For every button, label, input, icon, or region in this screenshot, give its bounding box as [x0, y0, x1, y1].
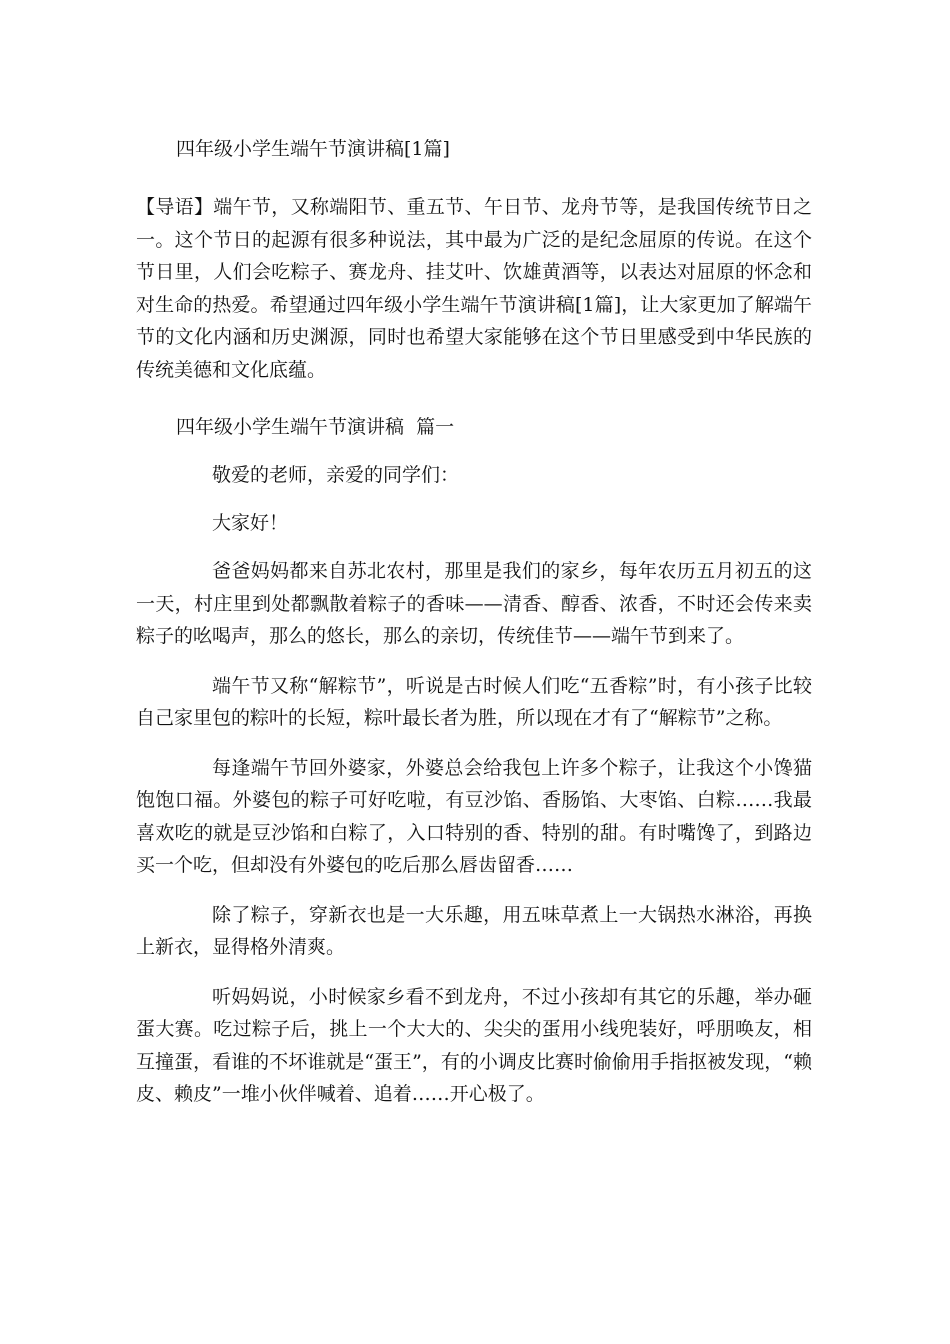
document-body — [136, 133, 812, 1128]
section-title: 四年级小学生端午节演讲稿 篇一 — [176, 416, 455, 438]
document-title: 四年级小学生端午节演讲稿[1篇] — [176, 138, 450, 160]
body-paragraph-1: 爸爸妈妈都来自苏北农村，那里是我们的家乡，每年农历五月初五的这一天，村庄里到处都飘散着粽子的香味——清香、醇香、浓香，不时还会传来卖粽子的吆喝声，那么的悠长，那么的亲切，传统佳节——端午节到来了。 — [136, 560, 812, 647]
lead-paragraph: 【导语】端午节，又称端阳节、重五节、午日节、龙舟节等，是我国传统节日之一。这个节日的起源有很多种说法，其中最为广泛的是纪念屈原的传说。在这个节日里，人们会吃粽子、赛龙舟、挂艾叶、饮雄黄酒等，以表达对屈原的怀念和对生命的热爱。希望通过四年级小学生端午节演讲稿[1篇]，让大家更加了解端午节的文化内涵和历史渊源，同时也希望大家能够在这个节日里感受到中华民族的传统美德和文化底蕴。 — [136, 196, 812, 381]
body-paragraph-5: 听妈妈说，小时候家乡看不到龙舟，不过小孩却有其它的乐趣，举办砸蛋大赛。吃过粽子后，挑上一个大大的、尖尖的蛋用小线兜装好，呼朋唤友，相互撞蛋，看谁的不坏谁就是“蛋王”，有的小调皮比赛时偷偷用手指抠被发现，“赖皮、赖皮”一堆小伙伴喊着、追着……开心极了。 — [136, 985, 812, 1105]
salutation: 敬爱的老师，亲爱的同学们： — [212, 464, 460, 486]
body-paragraph-4: 除了粽子，穿新衣也是一大乐趣，用五味草煮上一大锅热水淋浴，再换上新衣，显得格外清爽。 — [136, 903, 812, 958]
body-paragraph-2: 端午节又称“解粽节”，听说是古时候人们吃“五香粽”时，有小孩子比较自己家里包的粽叶的长短，粽叶最长者为胜，所以现在才有了“解粽节”之称。 — [136, 674, 812, 729]
greeting: 大家好！ — [212, 512, 289, 534]
body-paragraph-3: 每逢端午节回外婆家，外婆总会给我包上许多个粽子，让我这个小馋猫饱饱口福。外婆包的粽子可好吃啦，有豆沙馅、香肠馅、大枣馅、白粽……我最喜欢吃的就是豆沙馅和白粽了，入口特别的香、特别的甜。有时嘴馋了，到路边买一个吃，但却没有外婆包的吃后那么唇齿留香…… — [136, 756, 812, 876]
